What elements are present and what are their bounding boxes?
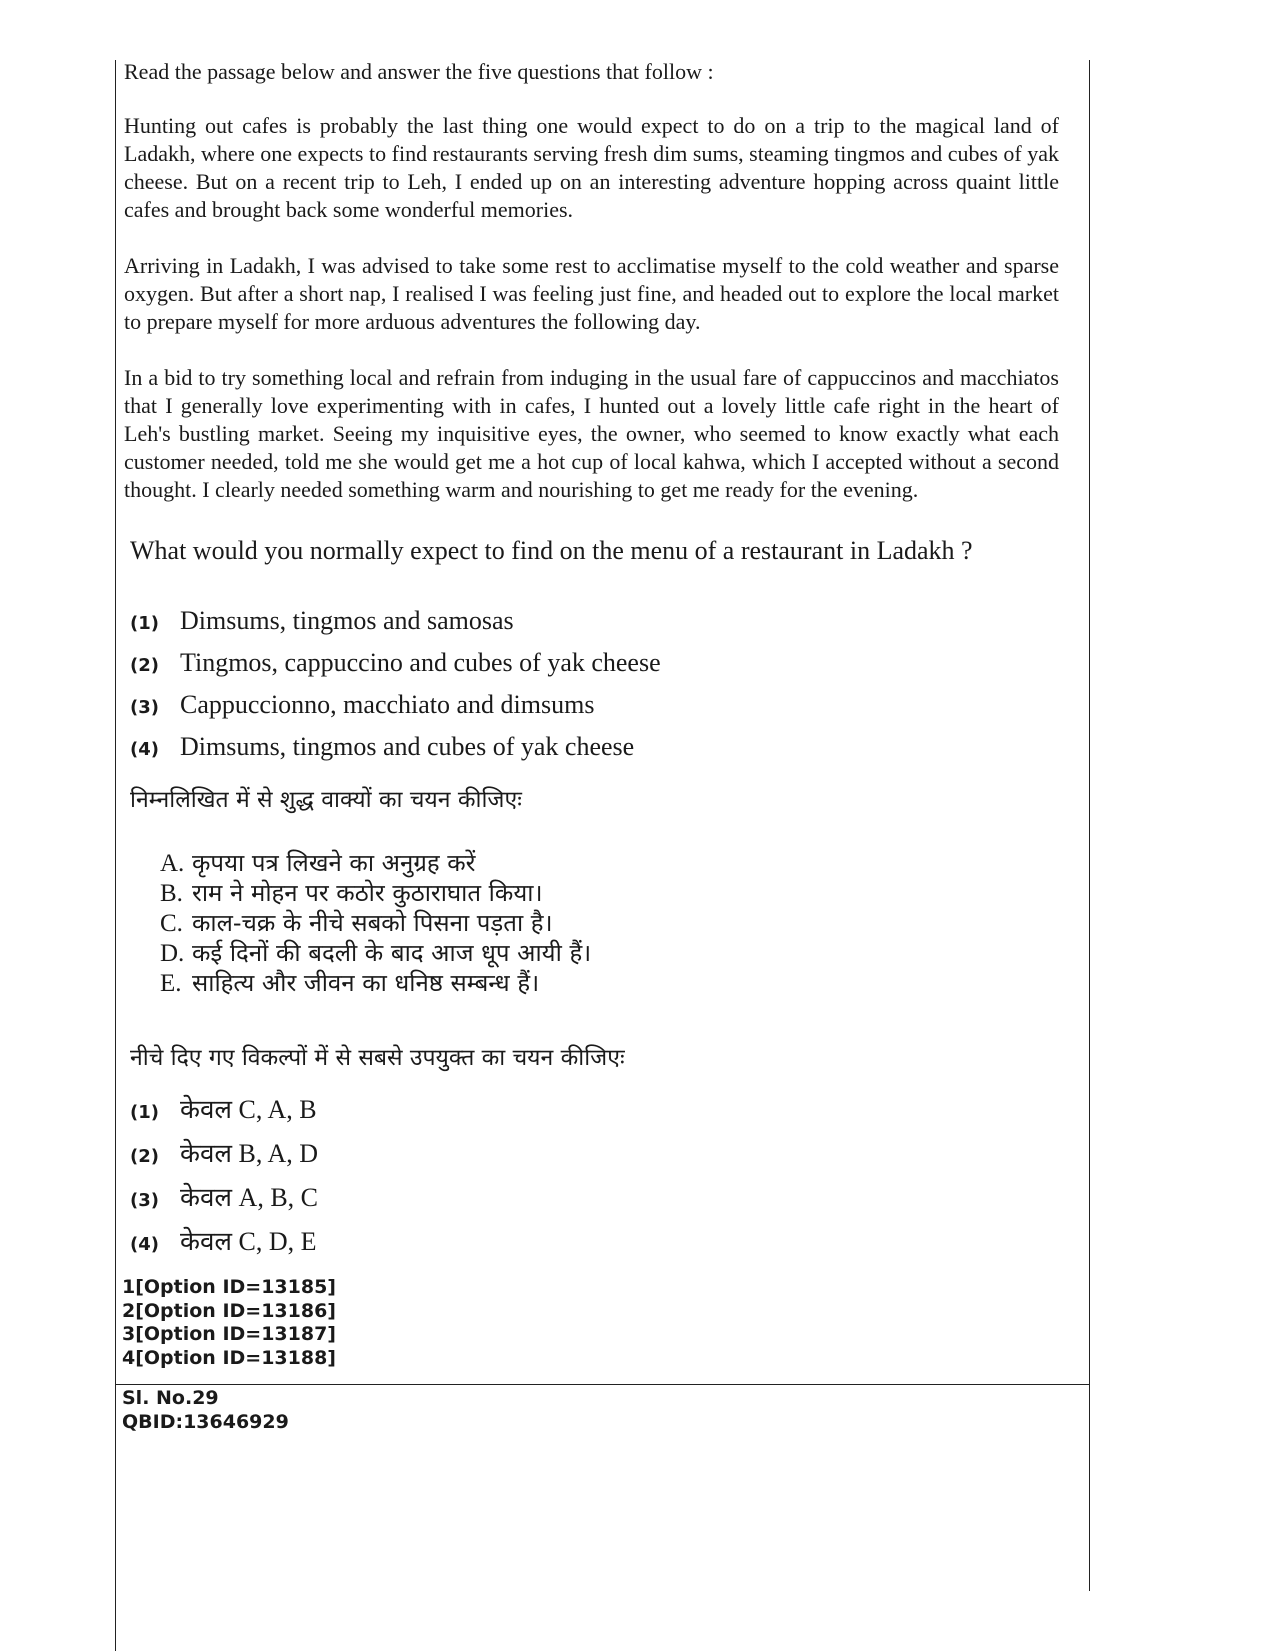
option-id: 2[Option ID=13186] [122,1299,336,1322]
statement-a [160,848,476,879]
option-number: (4) [130,739,159,760]
option-text: Cappuccionno, macchiato and dimsums [180,690,595,719]
option-number: (1) [130,613,159,634]
statement-text: काल-चक्र के नीचे सबको पिसना पड़ता है। [192,909,553,937]
statement-letter: E. [160,970,182,997]
statement-letter: D. [160,940,185,967]
option-number: (3) [130,1190,159,1211]
right-border [1089,60,1090,1591]
q1-option-1 [130,606,514,636]
option-number: (4) [130,1234,159,1255]
statement-letter: A. [160,850,185,877]
statement-b [160,878,543,909]
option-id: 4[Option ID=13188] [122,1346,336,1369]
question-2-text: निम्नलिखित में से शुद्ध वाक्यों का चयन कीजिएः [130,787,522,813]
statement-text: कई दिनों की बदली के बाद आज धूप आयी हैं। [192,939,592,967]
q2-option-1 [130,1090,317,1126]
option-text: Dimsums, tingmos and cubes of yak cheese [180,732,635,761]
question-2-instruction: नीचे दिए गए विकल्पों में से सबसे उपयुक्त का चयन कीजिएः [130,1045,625,1071]
statement-letter: C. [160,910,183,937]
statement-d [160,938,591,969]
statement-text: राम ने मोहन पर कठोर कुठाराघात किया। [192,879,543,907]
option-number: (2) [130,1146,159,1167]
left-border [115,60,116,1651]
section-divider [115,1384,1090,1385]
option-id-list [122,1276,336,1370]
option-text: केवल C, A, B [180,1095,317,1124]
question-bank-id: QBID:13646929 [122,1411,289,1433]
q2-option-4 [130,1222,317,1258]
option-text: केवल B, A, D [180,1139,319,1168]
q1-option-2 [130,648,661,678]
option-number: (1) [130,1102,159,1123]
option-text: Tingmos, cappuccino and cubes of yak cheese [180,648,661,677]
q2-option-3 [130,1178,318,1214]
question-1-text: What would you normally expect to find on the menu of a restaurant in Ladakh ? [130,536,973,565]
q1-option-4 [130,732,634,762]
statement-e [160,968,539,999]
q2-option-2 [130,1134,318,1170]
option-number: (2) [130,655,159,676]
passage-paragraph-3: In a bid to try something local and refrain from induging in the usual fare of cappuccinos and macchiatos that I generally love experimenting with in cafes, I hunted out a lovely little cafe right in the heart of Leh's bustling market. Seeing my inquisitive eyes, the owner, who seemed to know exactly what each customer needed, told me she would get me a hot cup of local kahwa, which I accepted without a second thought. I clearly needed something warm and nourishing to get me ready for the evening. [124,365,1059,502]
statement-letter: B. [160,880,183,907]
passage-intro: Read the passage below and answer the five questions that follow : [124,59,714,84]
option-number: (3) [130,697,159,718]
option-text: Dimsums, tingmos and samosas [180,606,514,635]
question-footer [122,1386,289,1434]
statement-text: कृपया पत्र लिखने का अनुग्रह करें [192,849,476,877]
passage-paragraph-1: Hunting out cafes is probably the last thing one would expect to do on a trip to the magical land of Ladakh, where one expects to find restaurants serving fresh dim sums, steaming tingmos and cubes of yak cheese. But on a recent trip to Leh, I ended up on an interesting adventure hopping across quaint little cafes and brought back some wonderful memories. [124,113,1059,222]
statement-c [160,908,553,939]
option-id: 3[Option ID=13187] [122,1323,336,1345]
option-id: 1[Option ID=13185] [122,1276,336,1298]
option-text: केवल A, B, C [180,1183,319,1212]
option-text: केवल C, D, E [180,1227,317,1256]
serial-number: Sl. No.29 [122,1387,219,1409]
passage-paragraph-2: Arriving in Ladakh, I was advised to take some rest to acclimatise myself to the cold weather and sparse oxygen. But after a short nap, I realised I was feeling just fine, and headed out to explore the local market to prepare myself for more arduous adventures the following day. [124,253,1059,334]
q1-option-3 [130,690,594,720]
statement-text: साहित्य और जीवन का धनिष्ठ सम्बन्ध हैं। [192,969,540,997]
